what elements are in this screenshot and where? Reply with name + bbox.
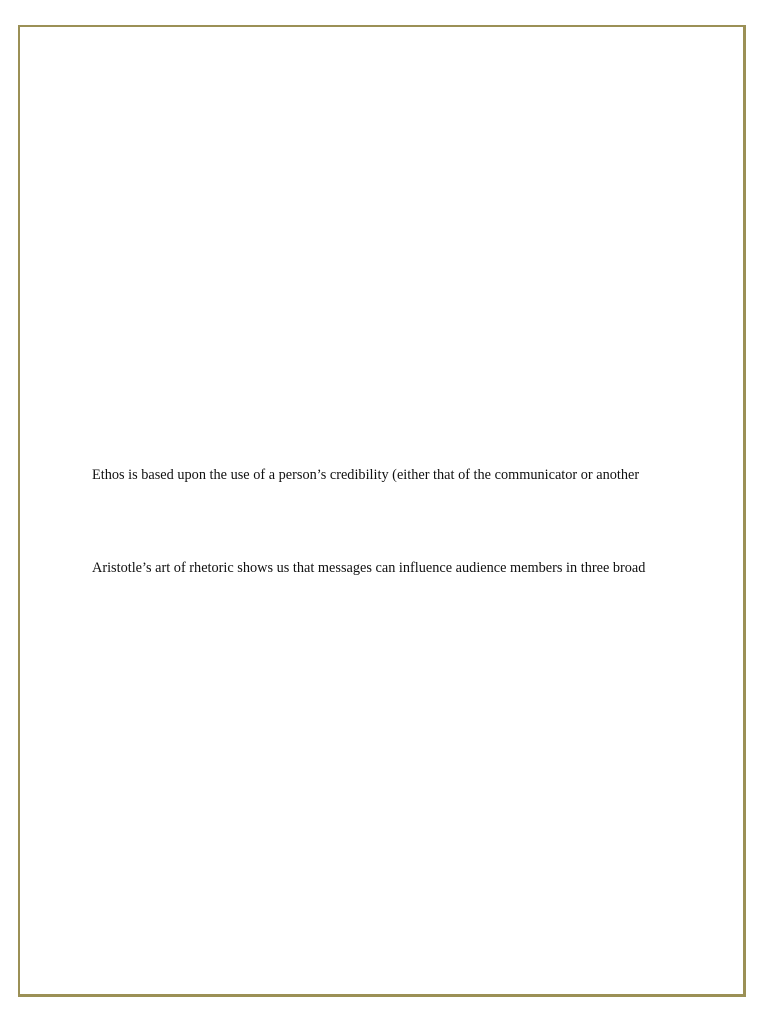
text-line-aristotle: Aristotle’s art of rhetoric shows us that messages can influence audience members in three broad — [92, 560, 646, 576]
text-line-ethos: Ethos is based upon the use of a person’s credibility (either that of the communicator or another — [92, 467, 640, 483]
document-page — [18, 25, 746, 997]
